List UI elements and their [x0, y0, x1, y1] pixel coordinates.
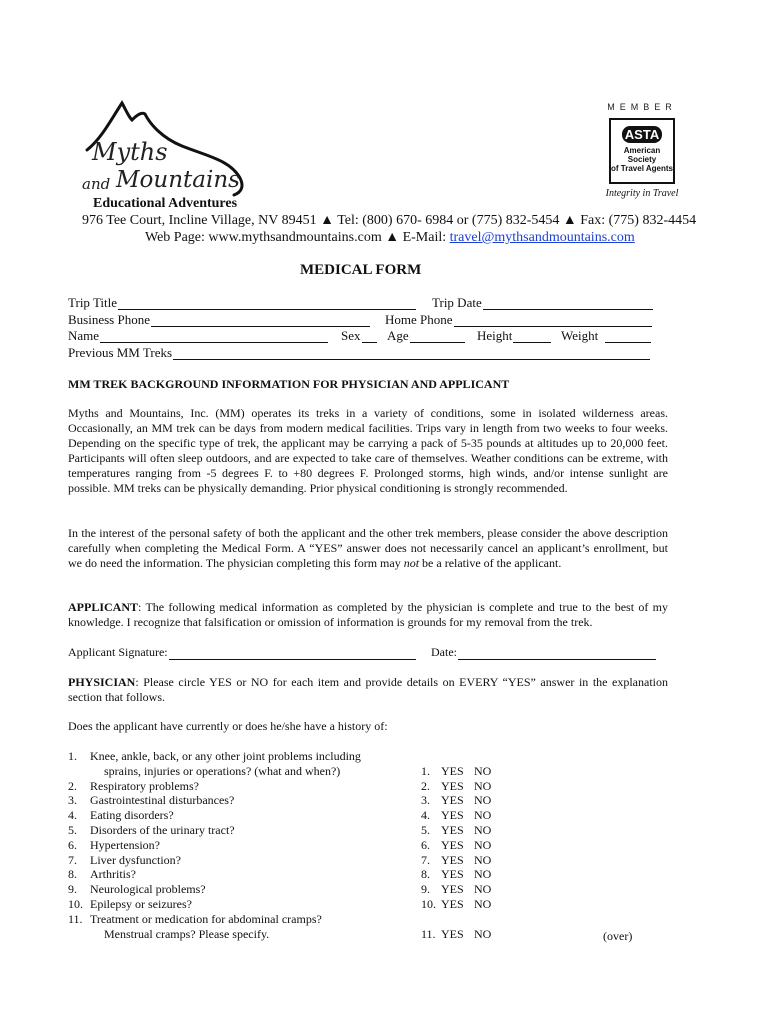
answer-number: 3. [421, 793, 430, 808]
question-number: 3. [68, 793, 77, 808]
background-paragraph: Myths and Mountains, Inc. (MM) operates its treks in a variety of conditions, some in isolated wilderness areas. Occasionally, an MM trek can be days from modern medical facilities. Trips vary in length from two weeks to four weeks. Depending on the specific type of trek, the applicant may be carrying a pack of 5-35 pounds at altitudes up to 20,000 feet. Participants will often sleep outdoors, and are expected to take care of themselves. Weather conditions can be extreme, with temperatures ranging from -5 degrees F. to +80 degrees F. Prolonged storms, high winds, and/or intense sunlight are possible. MM treks can be physically demanding. Prior physical conditioning is strongly recommended. [68, 406, 668, 495]
previous-treks-field [68, 345, 650, 360]
answer-row [421, 764, 491, 779]
answer-number: 7. [421, 852, 430, 867]
answer-number: 8. [421, 867, 430, 882]
applicant-statement [68, 600, 668, 630]
physician-label: PHYSICIAN [68, 675, 136, 689]
weight-label: Weight [561, 328, 599, 343]
question-number: 6. [68, 837, 77, 852]
question-continuation: sprains, injuries or operations? (what and when?) [104, 763, 341, 778]
no-option[interactable]: NO [474, 897, 492, 911]
answer-row [421, 867, 491, 882]
answer-row [421, 808, 491, 823]
answer-row [421, 838, 491, 853]
no-option[interactable]: NO [474, 852, 492, 867]
asta-logo-box [609, 118, 675, 184]
age-label: Age [387, 328, 409, 343]
business-phone-label: Business Phone [68, 312, 150, 327]
signature-label: Applicant Signature: [68, 645, 168, 659]
home-phone-input-line[interactable] [454, 314, 652, 327]
signature-date-label: Date: [431, 645, 457, 659]
yes-option[interactable]: YES [441, 926, 464, 941]
trip-title-label: Trip Title [68, 295, 118, 310]
no-option[interactable]: NO [474, 778, 492, 793]
applicant-text: : The following medical information as completed by the physician is complete and true to the best of my knowledge. I recognize that falsification or omission of information is grounds for my removal from the trek. [68, 600, 668, 629]
badge-member-label: MEMBER [607, 102, 677, 112]
applicant-signature-field [68, 645, 416, 660]
name-field [68, 328, 328, 343]
over-note: (over) [603, 929, 633, 943]
answer-row [421, 779, 491, 794]
physician-statement [68, 675, 668, 705]
weight-input-line[interactable] [605, 330, 651, 343]
answer-number: 9. [421, 882, 430, 897]
question-text: Liver dysfunction? [90, 852, 181, 867]
history-prompt: Does the applicant have currently or does he/she have a history of: [68, 719, 388, 733]
form-title: MEDICAL FORM [300, 262, 422, 278]
answer-number: 6. [421, 837, 430, 852]
question-number: 7. [68, 852, 77, 867]
answer-row [421, 853, 491, 868]
name-input-line[interactable] [100, 330, 328, 343]
answer-row [421, 823, 491, 838]
safety-text-a: In the interest of the personal safety of both the applicant and the other trek members, please consider the above description carefully when completing the Medical Form. A “YES” answer does not necessarily cancel an applicant’s enrollment, but we do need the information. The physician completing this form may [68, 526, 668, 570]
logo-word-myths: Myths [92, 138, 168, 166]
answer-number: 10. [421, 897, 436, 911]
logo-word-mountains: Mountains [116, 167, 240, 193]
answer-row [421, 897, 491, 912]
question-number: 5. [68, 823, 77, 837]
home-phone-field [385, 312, 652, 327]
trip-date-input-line[interactable] [483, 297, 653, 310]
no-option[interactable]: NO [474, 793, 492, 808]
question-text: Disorders of the urinary tract? [90, 823, 235, 837]
applicant-label: APPLICANT [68, 600, 139, 614]
question-text: Epilepsy or seizures? [90, 897, 192, 911]
trip-title-input-line[interactable] [118, 297, 416, 310]
question-continuation: Menstrual cramps? Please specify. [104, 926, 270, 941]
physician-text: : Please circle YES or NO for each item and provide details on EVERY “YES” answer in the explanation section that follows. [68, 675, 668, 704]
safety-text-b: be a relative of the applicant. [419, 556, 562, 570]
no-option[interactable]: NO [474, 763, 492, 778]
weight-field [561, 328, 651, 343]
question-text: Arthritis? [90, 867, 136, 882]
question-text: Neurological problems? [90, 882, 206, 897]
question-number: 11. [68, 911, 83, 926]
answer-row [421, 793, 491, 808]
signature-date-field [431, 645, 656, 660]
logo-word-and: and [82, 175, 111, 193]
answer-row [421, 882, 491, 897]
yes-option[interactable]: YES [441, 867, 464, 882]
yes-option[interactable]: YES [441, 808, 464, 823]
asta-society-line2: of Travel Agents [611, 164, 673, 173]
question-number: 9. [68, 882, 77, 897]
question-text: Eating disorders? [90, 808, 174, 823]
business-phone-input-line[interactable] [151, 314, 370, 327]
web-prefix: Web Page: www.mythsandmountains.com ▲ E-Mail: [145, 230, 450, 245]
yes-option[interactable]: YES [441, 897, 464, 911]
question-text: Hypertension? [90, 837, 160, 852]
answer-number: 11. [421, 926, 436, 941]
answer-number: 2. [421, 778, 430, 793]
yes-option[interactable]: YES [441, 763, 464, 778]
no-option[interactable]: NO [474, 867, 492, 882]
no-option[interactable]: NO [474, 837, 492, 852]
previous-treks-label: Previous MM Treks [68, 345, 173, 360]
question-text: Respiratory problems? [90, 778, 199, 793]
trip-date-field [432, 295, 653, 310]
sex-input-line[interactable] [362, 330, 377, 343]
question-number: 4. [68, 808, 77, 823]
asta-society-line1: American Society [623, 146, 661, 164]
age-field [387, 328, 465, 343]
question-text: Knee, ankle, back, or any other joint problems including [90, 749, 361, 763]
height-input-line[interactable] [513, 330, 551, 343]
company-subtitle: Educational Adventures [93, 196, 238, 211]
no-option[interactable]: NO [474, 882, 492, 897]
asta-member-badge [600, 102, 684, 199]
no-option[interactable]: NO [474, 926, 492, 941]
asta-label: ASTA [622, 126, 662, 143]
question-number: 2. [68, 778, 77, 793]
yes-option[interactable]: YES [441, 823, 464, 837]
question-text: Gastrointestinal disturbances? [90, 793, 235, 808]
question-number: 1. [68, 749, 77, 763]
yes-option[interactable]: YES [441, 778, 464, 793]
sex-field [341, 328, 377, 343]
yes-option[interactable]: YES [441, 852, 464, 867]
badge-tagline: Integrity in Travel [605, 188, 679, 199]
previous-treks-input-line[interactable] [173, 347, 650, 360]
trip-title-field [68, 295, 416, 310]
business-phone-field [68, 312, 370, 327]
safety-paragraph [68, 526, 668, 571]
question-text: Treatment or medication for abdominal cramps? [90, 911, 322, 926]
no-option[interactable]: NO [474, 808, 492, 823]
section-heading: MM TREK BACKGROUND INFORMATION FOR PHYSICIAN AND APPLICANT [68, 377, 510, 391]
trip-date-label: Trip Date [432, 295, 482, 310]
yes-option[interactable]: YES [441, 837, 464, 852]
email-link[interactable]: travel@mythsandmountains.com [449, 230, 635, 245]
yes-option[interactable]: YES [441, 793, 464, 808]
answer-number: 4. [421, 808, 430, 823]
myths-and-mountains-logo [82, 98, 252, 198]
yes-option[interactable]: YES [441, 882, 464, 897]
company-address: 976 Tee Court, Incline Village, NV 89451 ▲ Tel: (800) 670- 6984 or (775) 832-5454 ▲ Fax: (775) 832-4454 [82, 213, 697, 228]
age-input-line[interactable] [410, 330, 465, 343]
sex-label: Sex [341, 328, 361, 343]
question-number: 8. [68, 867, 77, 882]
safety-text-emphasis: not [403, 556, 420, 570]
height-label: Height [477, 328, 513, 343]
answer-number: 1. [421, 763, 430, 778]
home-phone-label: Home Phone [385, 312, 453, 327]
height-field [477, 328, 551, 343]
answer-number: 5. [421, 823, 430, 837]
no-option[interactable]: NO [474, 823, 492, 837]
signature-date-input-line[interactable] [458, 647, 656, 660]
answer-row [421, 927, 491, 942]
signature-input-line[interactable] [169, 647, 416, 660]
company-web-line [145, 230, 635, 245]
question-number: 10. [68, 897, 83, 911]
name-label: Name [68, 328, 100, 343]
